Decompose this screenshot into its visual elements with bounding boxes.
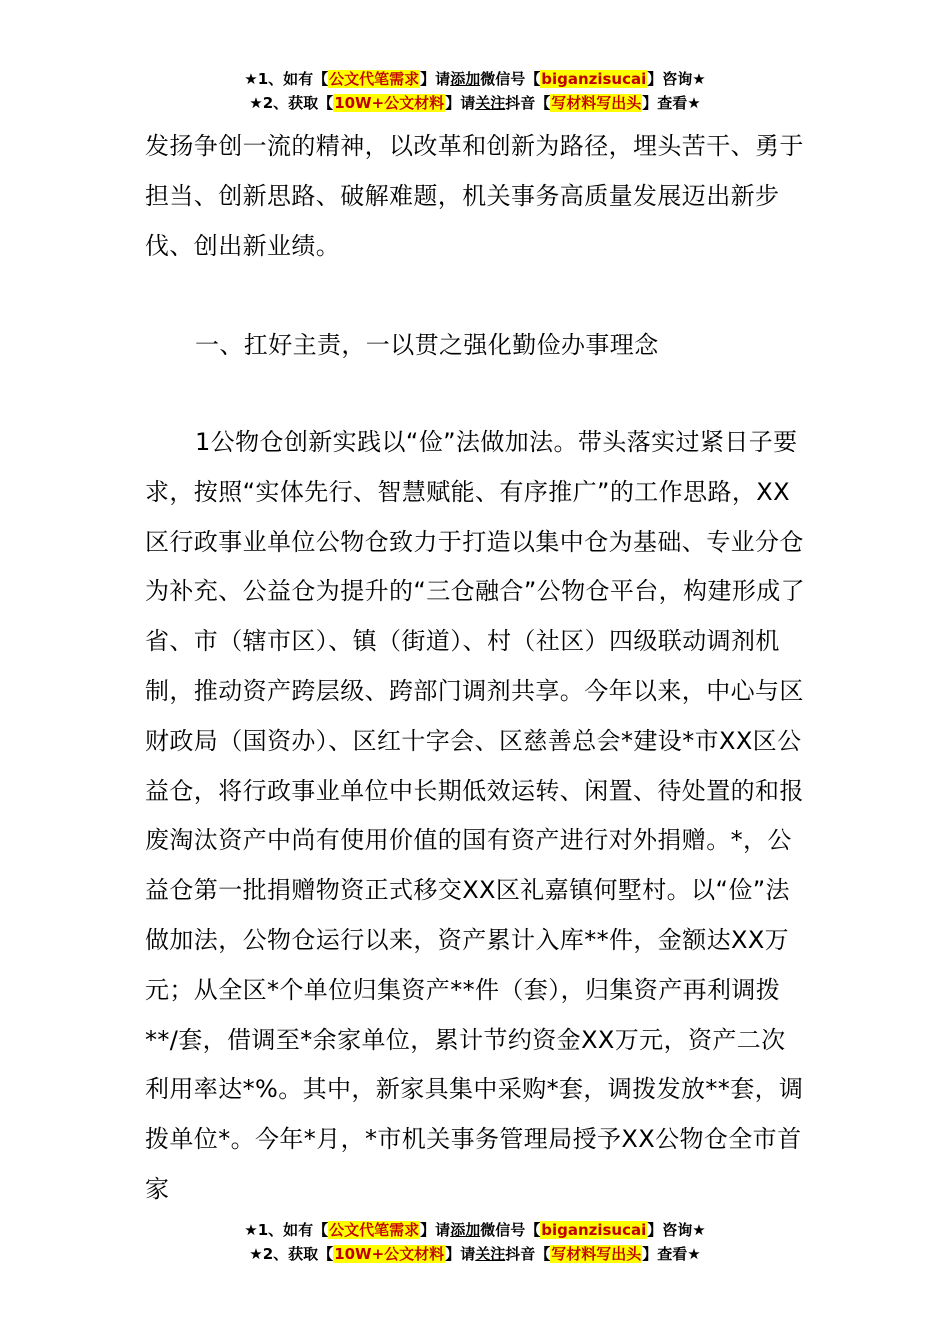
footer-line-1-mid2: 微信号【 — [480, 1221, 541, 1239]
promo-underlined-follow: 关注 — [475, 94, 506, 112]
body-paragraph: 1公物仓创新实践以“俭”法做加法。带头落实过紧日子要求，按照“实体先行、智慧赋能、有序推广”的工作思路，XX区行政事业单位公物仓致力于打造以集中仓为基础、专业分仓为补充、公益仓为提升的“三仓融合”公物仓平台，构建形成了省、市（辖市区）、镇（街道）、村（社区）四级联动调剂机制，推动资产跨层级、跨部门调剂共享。今年以来，中心与区财政局（国资办）、区红十字会、区慈善总会*建设*市XX区公益仓，将行政事业单位中长期低效运转、闲置、待处置的和报废淘汰资产中尚有使用价值的国有资产进行对外捐赠。*，公益仓第一批捐赠物资正式移交XX区礼嘉镇何墅村。以“俭”法做加法，公物仓运行以来，资产累计入库**件，金额达XX万元；从全区*个单位归集资产**件（套），归集资产再利调拨**/套，借调至*余家单位，累计节约资金XX万元，资产二次利用率达*%。其中，新家具集中采购*套，调拨发放**套，调拨单位*。今年*月，*市机关事务管理局授予XX公物仓全市首家 — [145, 428, 806, 1203]
promo-line-1-mid2: 微信号【 — [480, 70, 541, 88]
promo-line-2 — [0, 91, 950, 115]
promo-line-1-mid: 】请 — [420, 70, 451, 88]
footer-highlight-wechat-id: biganzisucai — [541, 1221, 647, 1239]
footer-promo-line-1 — [0, 1218, 950, 1242]
promo-highlight-douyin: 写材料写出头 — [551, 94, 642, 112]
footer-line-1-suffix: 】咨询★ — [647, 1221, 706, 1239]
promo-highlight-wechat-id: biganzisucai — [541, 70, 647, 88]
footer-line-1-mid: 】请 — [420, 1221, 451, 1239]
footer-line-2-suffix: 】查看★ — [642, 1245, 701, 1263]
footer-line-2-mid2: 抖音【 — [505, 1245, 551, 1263]
footer-highlight-writing-service: 公文代笔需求 — [329, 1221, 420, 1239]
promo-line-1-suffix: 】咨询★ — [647, 70, 706, 88]
promo-line-2-mid: 】请 — [445, 94, 476, 112]
promo-highlight-writing-service: 公文代笔需求 — [329, 70, 420, 88]
promo-line-2-suffix: 】查看★ — [642, 94, 701, 112]
promo-highlight-materials: 10W+公文材料 — [334, 94, 445, 112]
promo-line-1 — [0, 67, 950, 91]
footer-line-1-prefix: ★1、如有【 — [244, 1221, 329, 1239]
promo-underlined-add: 添加 — [450, 70, 481, 88]
section-heading: 一、扛好主责，一以贯之强化勤俭办事理念 — [195, 331, 659, 359]
footer-promo-line-2 — [0, 1242, 950, 1266]
header-promo-banner — [0, 67, 950, 115]
promo-line-1-prefix: ★1、如有【 — [244, 70, 329, 88]
footer-highlight-douyin: 写材料写出头 — [551, 1245, 642, 1263]
footer-underlined-add: 添加 — [450, 1221, 481, 1239]
footer-promo-banner — [0, 1218, 950, 1266]
footer-highlight-materials: 10W+公文材料 — [334, 1245, 445, 1263]
footer-line-2-mid: 】请 — [445, 1245, 476, 1263]
lead-paragraph: 发扬争创一流的精神，以改革和创新为路径，埋头苦干、勇于担当、创新思路、破解难题，机关事务高质量发展迈出新步伐、创出新业绩。 — [145, 132, 804, 260]
promo-line-2-prefix: ★2、获取【 — [249, 94, 334, 112]
promo-line-2-mid2: 抖音【 — [505, 94, 551, 112]
footer-line-2-prefix: ★2、获取【 — [249, 1245, 334, 1263]
footer-underlined-follow: 关注 — [475, 1245, 506, 1263]
